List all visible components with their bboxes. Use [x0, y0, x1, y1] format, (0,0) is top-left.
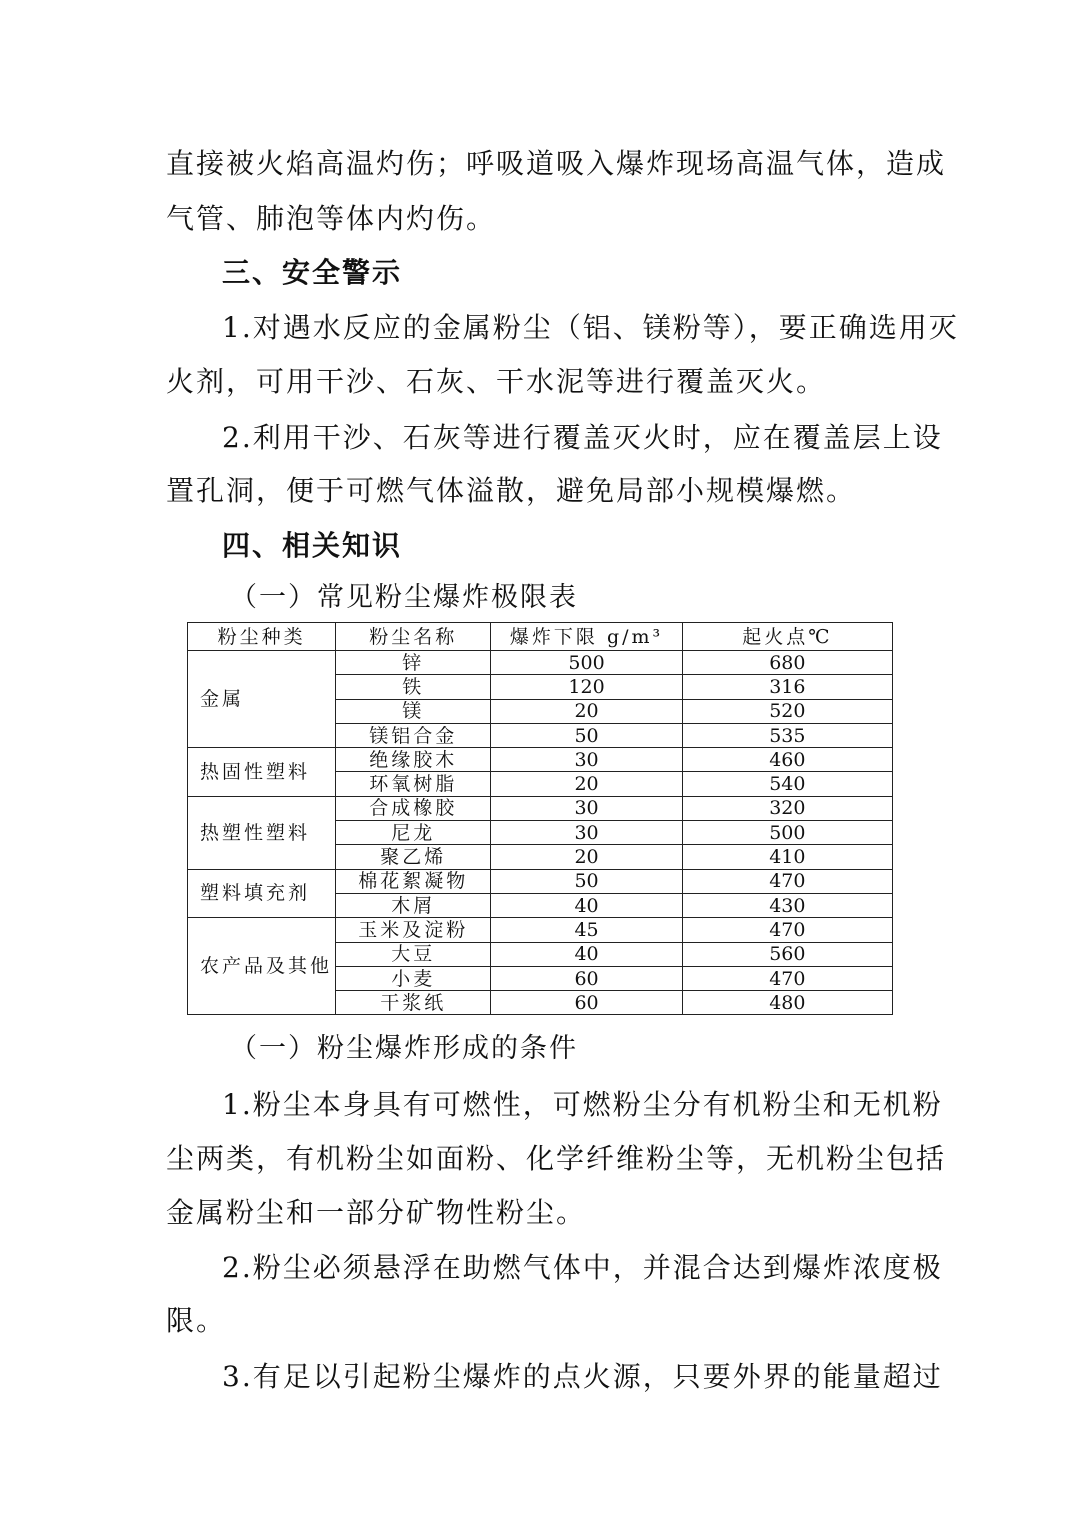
category-cell: 塑料填充剂	[188, 869, 336, 918]
ignition-cell: 470	[682, 966, 892, 990]
paragraph-line: 限。	[166, 1304, 227, 1337]
paragraph-line: 尘两类，有机粉尘如面粉、化学纤维粉尘等，无机粉尘包括	[166, 1142, 947, 1175]
ignition-cell: 430	[682, 893, 892, 917]
name-cell: 木屑	[336, 893, 491, 917]
category-cell: 农产品及其他	[188, 918, 336, 1015]
name-cell: 锌	[336, 651, 491, 675]
name-cell: 玉米及淀粉	[336, 918, 491, 942]
ignition-cell: 480	[682, 991, 892, 1015]
paragraph-line: 2.利用干沙、石灰等进行覆盖灭火时，应在覆盖层上设	[222, 421, 943, 454]
table-row	[188, 869, 893, 893]
name-cell: 合成橡胶	[336, 796, 491, 820]
limit-cell: 40	[491, 942, 682, 966]
table-caption: （一）常见粉尘爆炸极限表	[230, 582, 578, 613]
paragraph-line: 金属粉尘和一部分矿物性粉尘。	[166, 1196, 587, 1229]
table-row	[188, 651, 893, 675]
ignition-cell: 316	[682, 675, 892, 699]
paragraph-line: 火剂，可用干沙、石灰、干水泥等进行覆盖灭火。	[166, 365, 827, 398]
table-row	[188, 796, 893, 820]
name-cell: 小麦	[336, 966, 491, 990]
limit-cell: 500	[491, 651, 682, 675]
ignition-cell: 540	[682, 772, 892, 796]
limit-cell: 30	[491, 748, 682, 772]
category-cell: 热塑性塑料	[188, 796, 336, 869]
limit-cell: 20	[491, 699, 682, 723]
name-cell: 绝缘胶木	[336, 748, 491, 772]
category-cell: 热固性塑料	[188, 748, 336, 797]
name-cell: 大豆	[336, 942, 491, 966]
header-dust-name: 粉尘名称	[336, 623, 491, 651]
ignition-cell: 680	[682, 651, 892, 675]
limit-cell: 60	[491, 966, 682, 990]
ignition-cell: 320	[682, 796, 892, 820]
table-header-row	[188, 623, 893, 651]
ignition-cell: 560	[682, 942, 892, 966]
name-cell: 聚乙烯	[336, 845, 491, 869]
header-ignition-point: 起火点℃	[682, 623, 892, 651]
header-dust-type: 粉尘种类	[188, 623, 336, 651]
table-row	[188, 918, 893, 942]
name-cell: 镁	[336, 699, 491, 723]
paragraph-line: 1.粉尘本身具有可燃性，可燃粉尘分有机粉尘和无机粉	[222, 1088, 943, 1121]
limit-cell: 50	[491, 723, 682, 747]
paragraph-line: 2.粉尘必须悬浮在助燃气体中，并混合达到爆炸浓度极	[222, 1251, 943, 1284]
section-heading-safety: 三、安全警示	[222, 256, 403, 289]
name-cell: 干浆纸	[336, 991, 491, 1015]
paragraph-line: 3.有足以引起粉尘爆炸的点火源，只要外界的能量超过	[222, 1360, 943, 1393]
limit-cell: 45	[491, 918, 682, 942]
limit-cell: 30	[491, 796, 682, 820]
section-heading-knowledge: 四、相关知识	[222, 529, 403, 562]
limit-cell: 40	[491, 893, 682, 917]
limit-cell: 20	[491, 845, 682, 869]
ignition-cell: 535	[682, 723, 892, 747]
dust-explosion-limit-table	[187, 622, 893, 1015]
ignition-cell: 460	[682, 748, 892, 772]
header-lower-limit: 爆炸下限 g/m³	[491, 623, 682, 651]
name-cell: 棉花絮凝物	[336, 869, 491, 893]
ignition-cell: 520	[682, 699, 892, 723]
limit-cell: 20	[491, 772, 682, 796]
paragraph-line: 气管、肺泡等体内灼伤。	[166, 202, 497, 235]
paragraph-line: 1.对遇水反应的金属粉尘（铝、镁粉等），要正确选用灭	[222, 311, 959, 344]
ignition-cell: 470	[682, 918, 892, 942]
name-cell: 尼龙	[336, 821, 491, 845]
table-row	[188, 748, 893, 772]
ignition-cell: 500	[682, 821, 892, 845]
limit-cell: 30	[491, 821, 682, 845]
limit-cell: 60	[491, 991, 682, 1015]
paragraph-line: 直接被火焰高温灼伤；呼吸道吸入爆炸现场高温气体，造成	[166, 147, 947, 180]
limit-cell: 120	[491, 675, 682, 699]
paragraph-line: 置孔洞，便于可燃气体溢散，避免局部小规模爆燃。	[166, 474, 857, 507]
name-cell: 铁	[336, 675, 491, 699]
ignition-cell: 470	[682, 869, 892, 893]
ignition-cell: 410	[682, 845, 892, 869]
subsection-heading-conditions: （一）粉尘爆炸形成的条件	[230, 1033, 578, 1064]
limit-cell: 50	[491, 869, 682, 893]
category-cell: 金属	[188, 651, 336, 748]
name-cell: 环氧树脂	[336, 772, 491, 796]
name-cell: 镁铝合金	[336, 723, 491, 747]
